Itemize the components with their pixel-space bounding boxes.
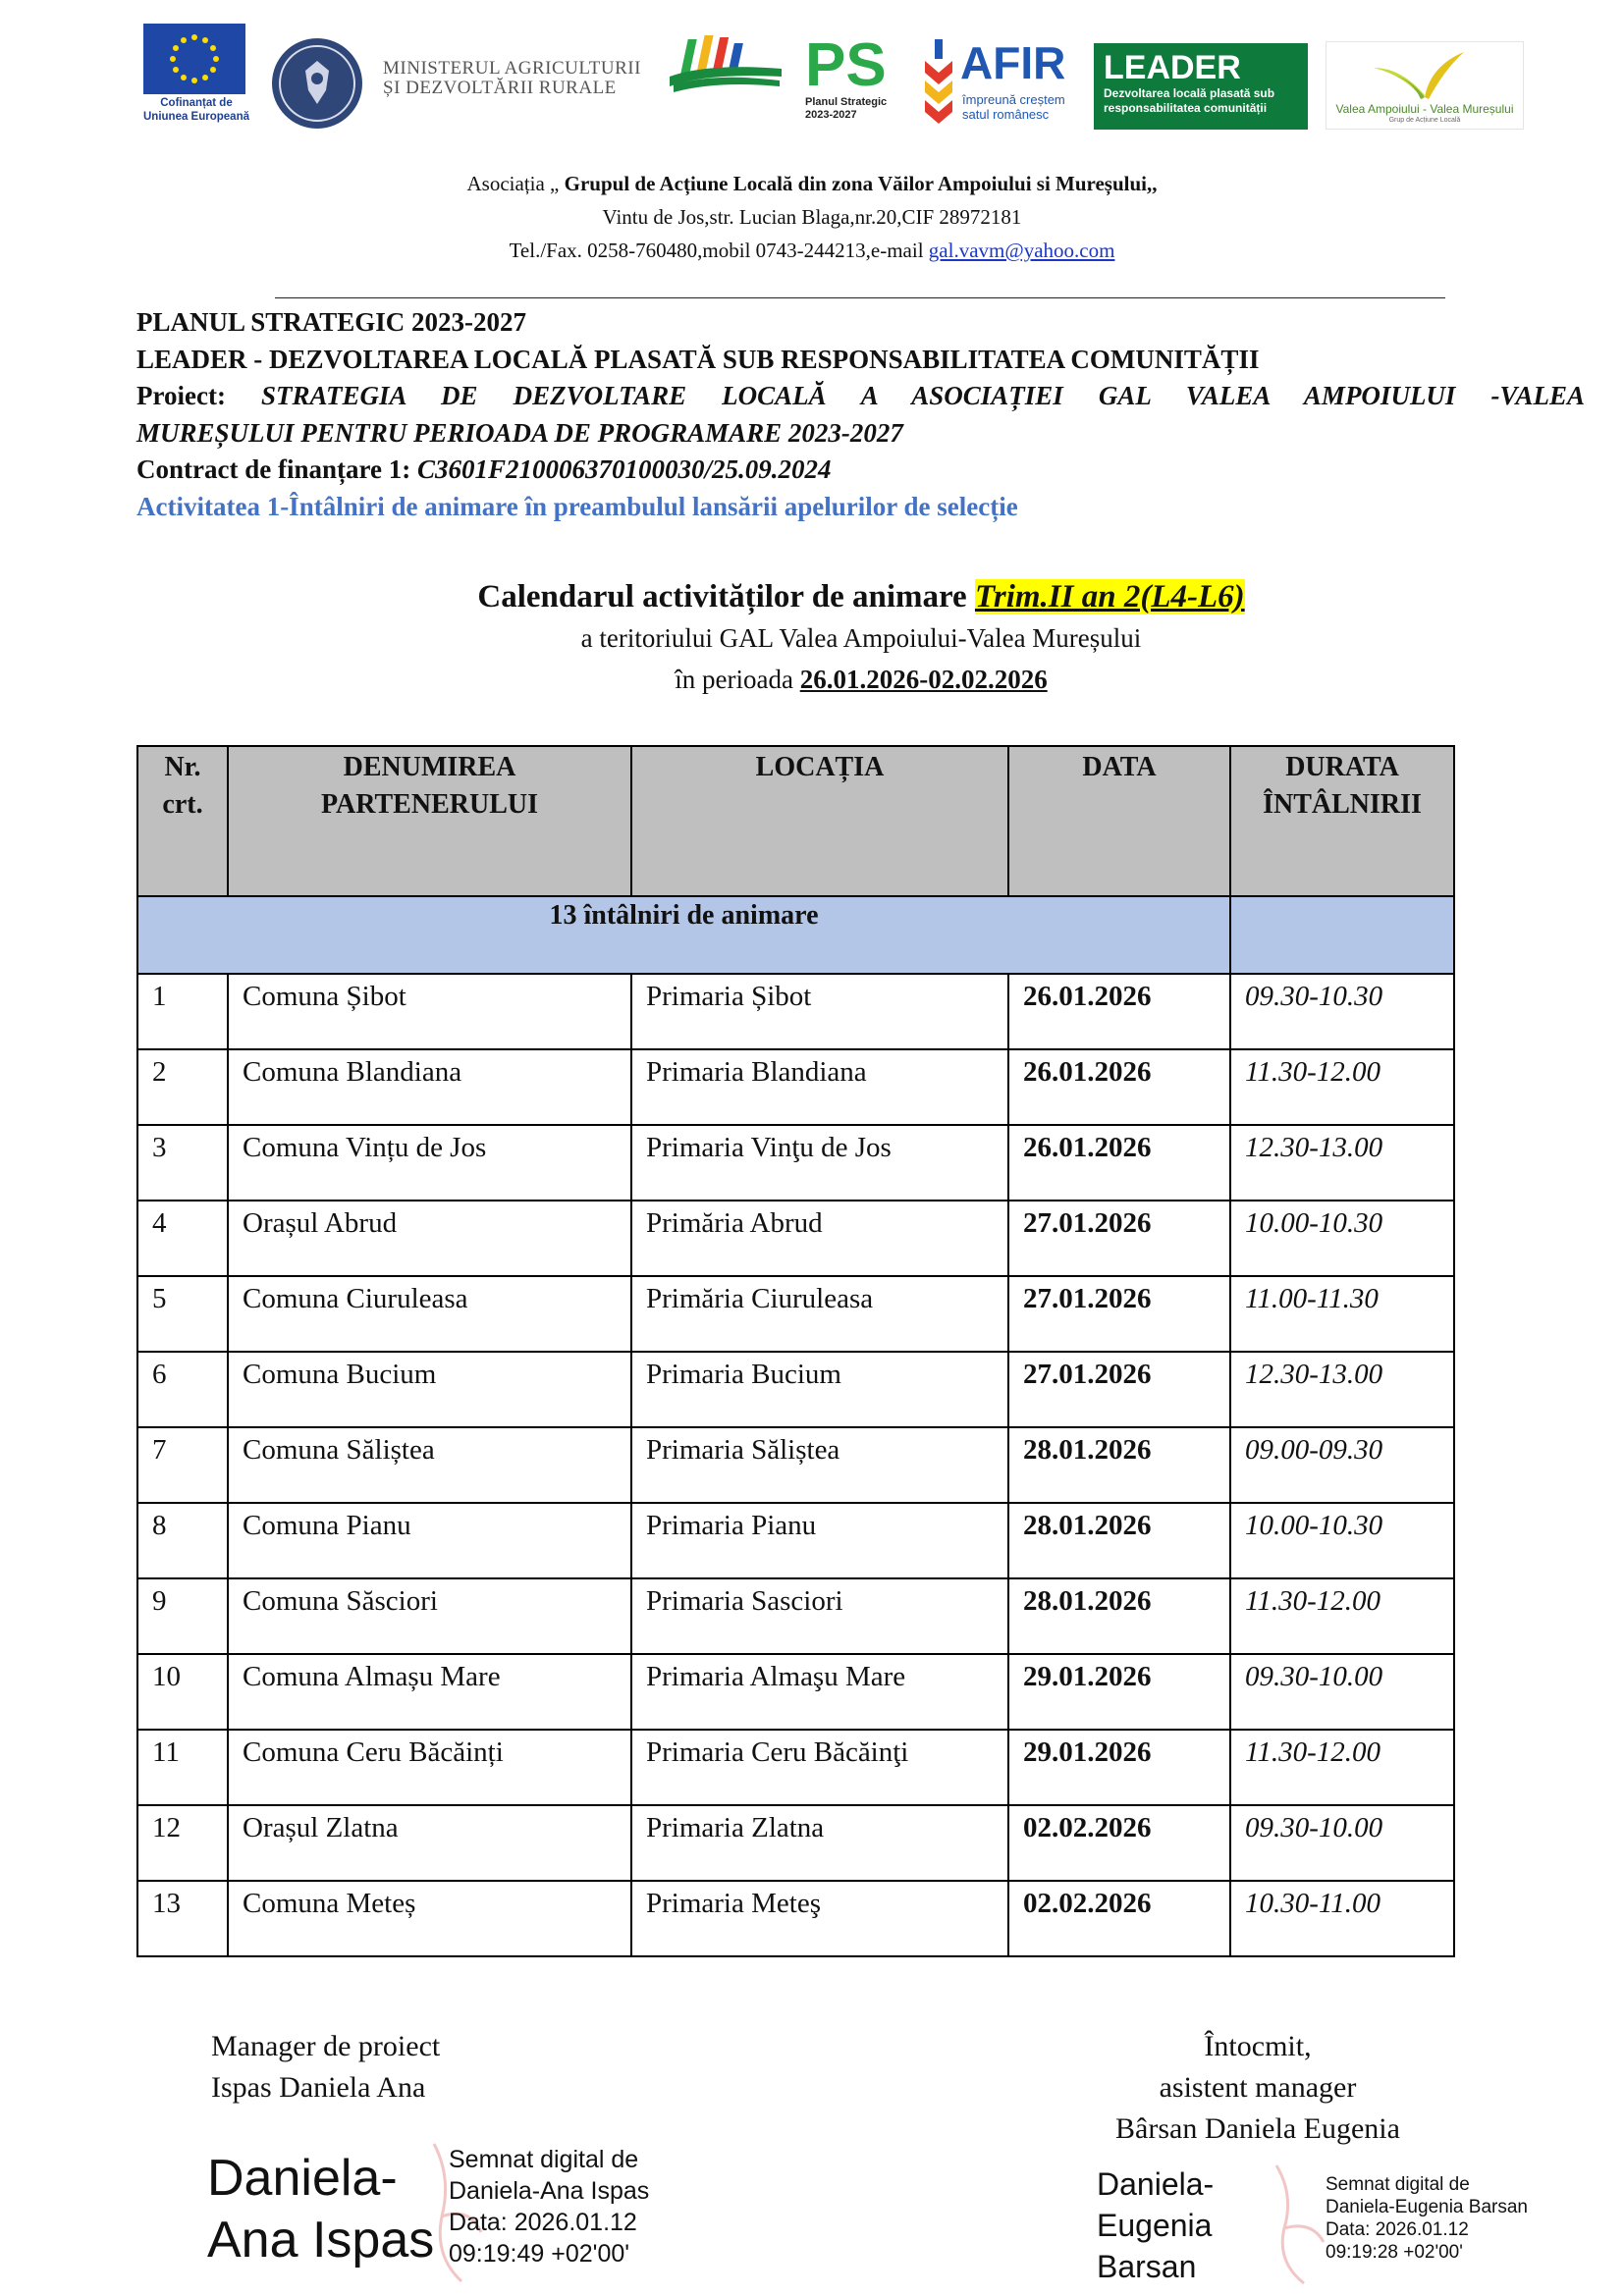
location-cell: Primaria Sasciori xyxy=(631,1578,1008,1654)
row-number-cell: 5 xyxy=(137,1276,228,1352)
date-cell: 27.01.2026 xyxy=(1008,1276,1230,1352)
left-signed-line4: 09:19:49 +02'00' xyxy=(449,2240,630,2268)
row-number-cell: 1 xyxy=(137,974,228,1049)
activity-line: Activitatea 1-Întâlniri de animare în preambulul lansării apelurilor de selecție xyxy=(136,491,1018,521)
left-signed-line3: Data: 2026.01.12 xyxy=(449,2209,637,2236)
table-row xyxy=(137,1654,1454,1730)
left-signed-line2: Daniela-Ana Ispas xyxy=(449,2177,650,2205)
date-cell: 02.02.2026 xyxy=(1008,1805,1230,1881)
leader-word: LEADER xyxy=(1104,49,1241,86)
project-block xyxy=(136,304,1585,525)
date-cell: 02.02.2026 xyxy=(1008,1881,1230,1956)
header-date-text: DATA xyxy=(1082,752,1157,782)
association-contact xyxy=(0,234,1624,267)
location-cell: Primaria Vinţu de Jos xyxy=(631,1125,1008,1201)
partner-cell: Orașul Zlatna xyxy=(228,1805,631,1881)
partner-cell: Comuna Ciuruleasa xyxy=(228,1276,631,1352)
calendar-title-highlight: Trim.II an 2(L4-L6) xyxy=(974,579,1245,614)
leader-line: LEADER - DEZVOLTAREA LOCALĂ PLASATĂ SUB RESPONSABILITATEA COMUNITĂȚII xyxy=(136,344,1260,374)
right-digital-signature-info xyxy=(1326,2173,1528,2264)
row-number-cell: 10 xyxy=(137,1654,228,1730)
partner-cell: Comuna Meteș xyxy=(228,1881,631,1956)
left-signature-block xyxy=(211,2026,440,2109)
left-signed-line1: Semnat digital de xyxy=(449,2146,639,2173)
duration-cell: 11.30-12.00 xyxy=(1230,1049,1454,1125)
location-cell: Primăria Ciuruleasa xyxy=(631,1276,1008,1352)
table-row xyxy=(137,1730,1454,1805)
group-label: 13 întâlniri de animare xyxy=(137,896,1230,974)
table-row xyxy=(137,1352,1454,1427)
ministry-line1: MINISTERUL AGRICULTURII xyxy=(383,58,641,79)
calendar-title-text: Calendarul activităților de animare xyxy=(477,579,975,614)
right-role-line1: Întocmit, xyxy=(1204,2030,1312,2062)
date-cell: 29.01.2026 xyxy=(1008,1730,1230,1805)
gal-leaves-icon xyxy=(1366,46,1484,101)
date-cell: 28.01.2026 xyxy=(1008,1503,1230,1578)
duration-cell: 10.30-11.00 xyxy=(1230,1881,1454,1956)
leader-tag-line2: responsabilitatea comunității xyxy=(1104,101,1268,115)
afir-logo xyxy=(921,37,1088,132)
header-location-text: LOCAȚIA xyxy=(755,752,885,782)
location-cell: Primaria Bucium xyxy=(631,1352,1008,1427)
date-cell: 28.01.2026 xyxy=(1008,1427,1230,1503)
duration-cell: 09.30-10.00 xyxy=(1230,1654,1454,1730)
eu-flag-logo xyxy=(143,24,245,94)
contact-phones: Tel./Fax. 0258-760480,mobil 0743-244213,e-mail xyxy=(509,239,929,262)
eu-caption-line1: Cofinanțat de xyxy=(160,97,233,109)
association-name-line xyxy=(0,167,1624,200)
header-nr-line1: Nr. xyxy=(164,752,201,782)
group-row xyxy=(137,896,1454,974)
table-row xyxy=(137,1503,1454,1578)
duration-cell: 09.30-10.30 xyxy=(1230,974,1454,1049)
calendar-period: 26.01.2026-02.02.2026 xyxy=(799,665,1048,694)
calendar-subtitle: a teritoriului GAL Valea Ampoiului-Valea Mureșului xyxy=(580,623,1142,653)
table-row xyxy=(137,1276,1454,1352)
row-number-cell: 7 xyxy=(137,1427,228,1503)
gal-logo-name: Valea Ampoiului - Valea Mureșului xyxy=(1335,102,1514,116)
header-partner xyxy=(228,746,631,896)
row-number-cell: 9 xyxy=(137,1578,228,1654)
duration-cell: 09.30-10.00 xyxy=(1230,1805,1454,1881)
location-cell: Primăria Abrud xyxy=(631,1201,1008,1276)
partner-cell: Comuna Almașu Mare xyxy=(228,1654,631,1730)
date-cell: 27.01.2026 xyxy=(1008,1201,1230,1276)
right-digital-name-line2: Eugenia xyxy=(1097,2208,1213,2243)
ps-stripes-icon xyxy=(668,33,784,94)
contract-label: Contract de finanțare 1: xyxy=(136,454,417,484)
header-partner-line2: PARTENERULUI xyxy=(321,789,538,820)
project-title-line1 xyxy=(136,378,1585,415)
calendar-period-line xyxy=(0,660,1624,699)
right-digital-name-line3: Barsan xyxy=(1097,2249,1197,2284)
partner-cell: Comuna Șibot xyxy=(228,974,631,1049)
leader-tag-line1: Dezvoltarea locală plasată sub xyxy=(1104,86,1275,100)
row-number-cell: 2 xyxy=(137,1049,228,1125)
afir-emblem-icon xyxy=(921,39,956,126)
header-date xyxy=(1008,746,1230,896)
header-duration-line1: DURATA xyxy=(1285,752,1399,782)
left-role: Manager de proiect xyxy=(211,2030,441,2062)
duration-cell: 11.30-12.00 xyxy=(1230,1730,1454,1805)
date-cell: 29.01.2026 xyxy=(1008,1654,1230,1730)
partner-cell: Comuna Bucium xyxy=(228,1352,631,1427)
header-partner-line1: DENUMIREA xyxy=(343,752,516,782)
duration-cell: 09.00-09.30 xyxy=(1230,1427,1454,1503)
table-row xyxy=(137,1427,1454,1503)
date-cell: 26.01.2026 xyxy=(1008,1049,1230,1125)
afir-tag-line2: satul românesc xyxy=(962,107,1050,122)
location-cell: Primaria Meteş xyxy=(631,1881,1008,1956)
project-title-a: STRATEGIA DE DEZVOLTARE LOCALĂ A ASOCIAȚIEI GAL VALEA AMPOIULUI -VALEA xyxy=(260,381,1585,410)
right-digital-signature-name xyxy=(1097,2163,1214,2287)
location-cell: Primaria Zlatna xyxy=(631,1805,1008,1881)
header-location xyxy=(631,746,1008,896)
strategic-plan-line: PLANUL STRATEGIC 2023-2027 xyxy=(136,307,527,337)
partner-cell: Comuna Blandiana xyxy=(228,1049,631,1125)
row-number-cell: 12 xyxy=(137,1805,228,1881)
header-duration-line2: ÎNTÂLNIRII xyxy=(1263,789,1422,820)
association-prefix: Asociația „ xyxy=(466,172,565,195)
duration-cell: 10.00-10.30 xyxy=(1230,1503,1454,1578)
date-cell: 26.01.2026 xyxy=(1008,974,1230,1049)
partner-cell: Comuna Săsciori xyxy=(228,1578,631,1654)
duration-cell: 10.00-10.30 xyxy=(1230,1201,1454,1276)
row-number-cell: 11 xyxy=(137,1730,228,1805)
contract-line xyxy=(136,452,1585,489)
eu-stars-icon xyxy=(143,24,245,94)
leader-logo xyxy=(1094,43,1308,130)
header-divider xyxy=(275,297,1445,298)
project-label: Proiect: xyxy=(136,381,261,410)
ministry-name xyxy=(383,59,668,98)
association-name: Grupul de Acțiune Locală din zona Văilor Ampoiului si Mureșului,, xyxy=(564,172,1158,195)
schedule-table xyxy=(136,745,1455,1957)
ministry-line2: ȘI DEZVOLTĂRII RURALE xyxy=(383,78,617,98)
right-signed-line3: Data: 2026.01.12 xyxy=(1326,2219,1469,2240)
ps-letters: PS xyxy=(805,31,887,99)
right-signed-line2: Daniela-Eugenia Barsan xyxy=(1326,2197,1528,2217)
eu-caption xyxy=(135,96,257,124)
table-row xyxy=(137,1201,1454,1276)
location-cell: Primaria Blandiana xyxy=(631,1049,1008,1125)
table-row xyxy=(137,1125,1454,1201)
header-nr-line2: crt. xyxy=(162,789,203,820)
ps-stripes-logo xyxy=(668,33,784,94)
duration-cell: 12.30-13.00 xyxy=(1230,1352,1454,1427)
left-digital-name-line2: Ana Ispas xyxy=(207,2212,435,2269)
eu-caption-line2: Uniunea Europeană xyxy=(143,111,249,123)
association-address: Vintu de Jos,str. Lucian Blaga,nr.20,CIF 28972181 xyxy=(602,205,1022,229)
ps-strategic-plan-logo xyxy=(805,31,903,122)
right-signed-line4: 09:19:28 +02'00' xyxy=(1326,2242,1463,2263)
header-nr xyxy=(137,746,228,896)
header-duration xyxy=(1230,746,1454,896)
date-cell: 27.01.2026 xyxy=(1008,1352,1230,1427)
right-role-line2: asistent manager xyxy=(1159,2071,1357,2104)
government-seal-logo xyxy=(269,35,365,132)
duration-cell: 11.00-11.30 xyxy=(1230,1276,1454,1352)
partner-cell: Comuna Ceru Băcăinți xyxy=(228,1730,631,1805)
right-signed-line1: Semnat digital de xyxy=(1326,2174,1470,2195)
row-number-cell: 8 xyxy=(137,1503,228,1578)
government-seal-icon xyxy=(269,35,365,132)
right-signature-watermark-icon xyxy=(1257,2160,1335,2287)
date-cell: 28.01.2026 xyxy=(1008,1578,1230,1654)
table-row xyxy=(137,1881,1454,1956)
left-digital-signature-name xyxy=(207,2148,434,2271)
left-name: Ispas Daniela Ana xyxy=(211,2071,426,2104)
left-digital-name-line1: Daniela- xyxy=(207,2150,398,2207)
gal-logo-subtitle: Grup de Acțiune Locală xyxy=(1388,117,1461,124)
table-row xyxy=(137,974,1454,1049)
row-number-cell: 3 xyxy=(137,1125,228,1201)
row-number-cell: 6 xyxy=(137,1352,228,1427)
left-digital-signature-info xyxy=(449,2144,649,2269)
right-signature-block xyxy=(1096,2026,1420,2150)
ps-caption-line1: Planul Strategic xyxy=(805,96,888,108)
email-link[interactable]: gal.vavm@yahoo.com xyxy=(928,239,1115,262)
afir-tagline xyxy=(962,92,1065,122)
right-digital-name-line1: Daniela- xyxy=(1097,2166,1215,2202)
group-empty-cell xyxy=(1230,896,1454,974)
location-cell: Primaria Ceru Băcăinţi xyxy=(631,1730,1008,1805)
row-number-cell: 13 xyxy=(137,1881,228,1956)
right-name: Bârsan Daniela Eugenia xyxy=(1115,2112,1400,2145)
afir-word: AFIR xyxy=(960,37,1066,88)
table-row xyxy=(137,1578,1454,1654)
afir-tag-line1: împreună creștem xyxy=(962,92,1065,107)
period-prefix: în perioada xyxy=(675,665,800,694)
date-cell: 26.01.2026 xyxy=(1008,1125,1230,1201)
partner-cell: Orașul Abrud xyxy=(228,1201,631,1276)
row-number-cell: 4 xyxy=(137,1201,228,1276)
ps-caption-line2: 2023-2027 xyxy=(805,109,857,121)
calendar-title xyxy=(0,577,1624,616)
duration-cell: 12.30-13.00 xyxy=(1230,1125,1454,1201)
contract-number: C3601F210006370100030/25.09.2024 xyxy=(416,454,832,484)
gal-logo xyxy=(1326,41,1524,130)
project-title-b: MUREȘULUI PENTRU PERIOADA DE PROGRAMARE 2023-2027 xyxy=(136,417,903,448)
table-header-row xyxy=(137,746,1454,896)
location-cell: Primaria Almaşu Mare xyxy=(631,1654,1008,1730)
location-cell: Primaria Săliștea xyxy=(631,1427,1008,1503)
partner-cell: Comuna Pianu xyxy=(228,1503,631,1578)
duration-cell: 11.30-12.00 xyxy=(1230,1578,1454,1654)
partner-cell: Comuna Vințu de Jos xyxy=(228,1125,631,1201)
location-cell: Primaria Șibot xyxy=(631,974,1008,1049)
table-row xyxy=(137,1049,1454,1125)
table-row xyxy=(137,1805,1454,1881)
partner-cell: Comuna Săliștea xyxy=(228,1427,631,1503)
location-cell: Primaria Pianu xyxy=(631,1503,1008,1578)
